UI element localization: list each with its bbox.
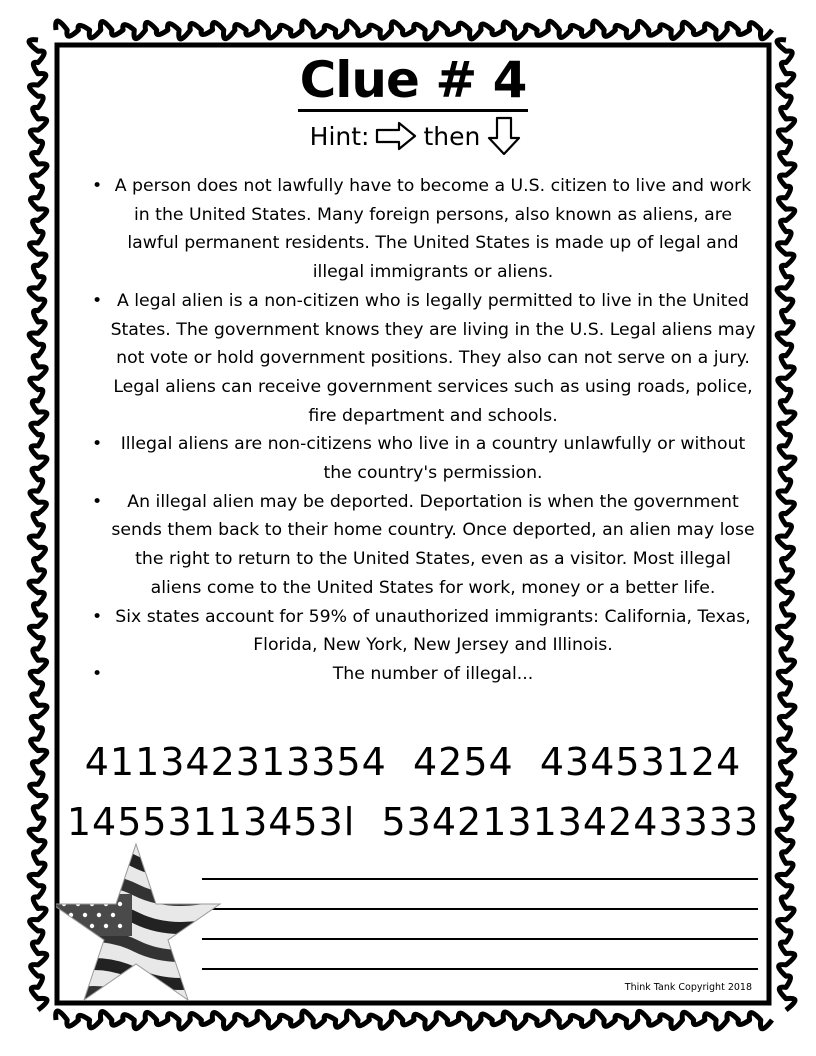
- bullet-dot: •: [92, 434, 103, 455]
- list-item: [80, 603, 758, 660]
- bullet-dot: •: [92, 606, 103, 627]
- list-item: [80, 488, 758, 603]
- bullet-text: An illegal alien may be deported. Deportation is when the government sends them back to their home country. Once deported, an alien may lose the right to return to the United States, even as a visitor. Most illegal aliens come to the United States for work, money or a better life.: [111, 491, 755, 598]
- scribble-edge: [777, 40, 795, 1010]
- hint: [60, 116, 766, 156]
- arrow-right-icon: [375, 121, 417, 151]
- bullet-dot: •: [92, 663, 103, 684]
- bullet-text: The number of illegal...: [332, 663, 534, 684]
- hint-label: Hint:: [309, 121, 370, 151]
- bullet-text: Six states account for 59% of unauthorized immigrants: California, Texas, Florida, New York, New Jersey and Illinois.: [115, 606, 751, 656]
- arrow-down-icon: [486, 116, 522, 156]
- scribble-edge: [56, 1011, 772, 1029]
- page-title: [60, 52, 766, 108]
- bullet-text: Illegal aliens are non-citizens who live in a country unlawfully or without the country's permission.: [120, 434, 746, 484]
- list-item: [80, 172, 758, 287]
- list-item: [80, 430, 758, 487]
- list-item: [80, 660, 758, 689]
- bullet-text: A person does not lawfully have to become a U.S. citizen to live and work in the United States. Many foreign persons, also known as aliens, are lawful permanent residents. The United States is made up of legal and illegal immigrants or aliens.: [114, 176, 752, 283]
- title-text: Clue # 4: [298, 51, 529, 112]
- answer-line: [202, 878, 758, 880]
- answer-line: [202, 938, 758, 940]
- hint-then: then: [423, 121, 481, 151]
- list-item: [80, 287, 758, 431]
- answer-lines: [202, 878, 758, 998]
- bullet-text: A legal alien is a non-citizen who is legally permitted to live in the United States. The government knows they are living in the U.S. Legal aliens may not vote or hold government positions. They also can not serve on a jury. Legal aliens can receive government services such as using roads, police, fire department and schools.: [110, 290, 756, 426]
- answer-line: [202, 968, 758, 970]
- bullet-dot: •: [92, 290, 103, 311]
- copyright: Think Tank Copyright 2018: [624, 982, 752, 993]
- bullet-dot: •: [92, 176, 103, 196]
- code-line-2: 14553113453l 534213134243333: [66, 800, 760, 844]
- scribble-edge: [56, 21, 772, 39]
- clue-bullets: [80, 172, 758, 689]
- scribble-edge: [29, 40, 47, 1010]
- code-line-1: 411342313354 4254 43453124: [84, 740, 742, 784]
- flag-star-icon: [56, 842, 226, 1002]
- bullet-dot: •: [92, 491, 103, 512]
- answer-line: [202, 908, 758, 910]
